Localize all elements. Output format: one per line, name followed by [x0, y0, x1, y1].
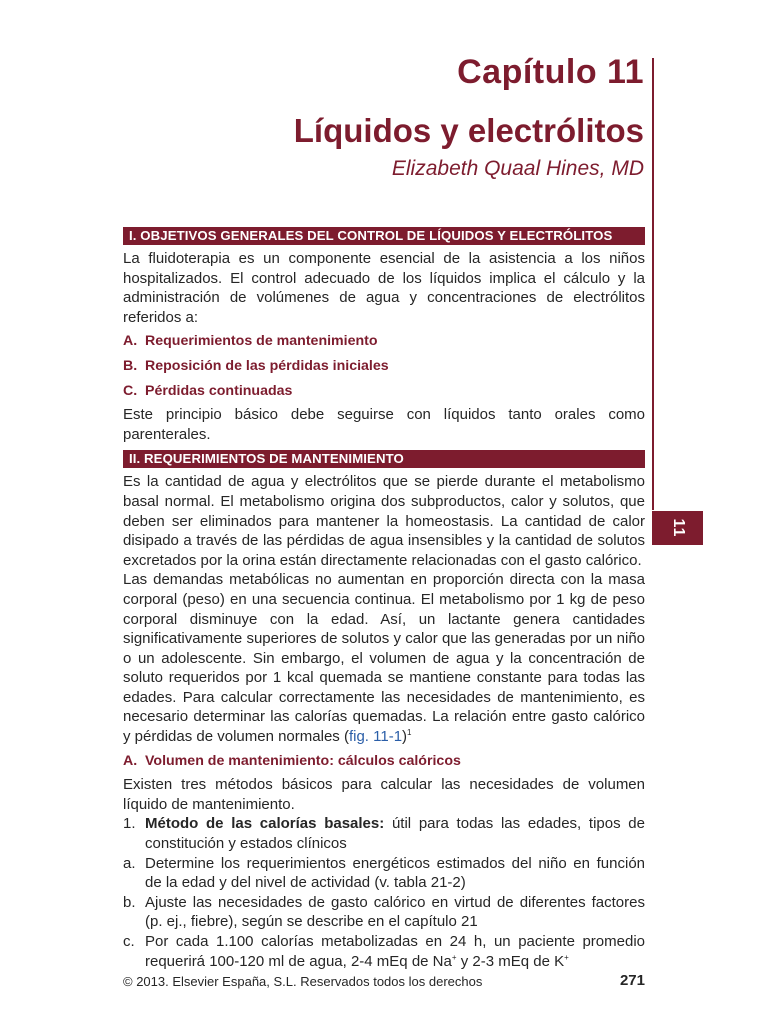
section-2-heading: II. REQUERIMIENTOS DE MANTENIMIENTO: [123, 450, 645, 468]
step-c-item: [123, 932, 645, 971]
list-marker: 1.: [123, 815, 136, 833]
step-c-body: [145, 932, 645, 971]
chapter-margin-rule: [652, 58, 654, 510]
step-b-item: [123, 893, 645, 932]
subsection-label: Volumen de mantenimiento: cálculos calóricos: [145, 752, 461, 769]
step-a-item: [123, 854, 645, 893]
list-marker: c.: [123, 933, 135, 950]
paragraph-text: Las demandas metabólicas no aumentan en proporción directa con la masa corporal (peso) en una secuencia continua. El metabolismo por 1 kg de peso corporal disminuye con la edad. Así, un lactante genera cantidades significativamente superiores de solutos y calor que las generadas por un niño o un adolescente. Sin embargo, el volumen de agua y la concentración de soluto requeridos por 1 kcal quemada se mantiene constante para todas las edades. Para calcular correctamente las necesidades de mantenimiento, es necesario determinar las calorías quemadas. La relación entre gasto calórico y pérdidas de volumen normales (: [123, 571, 645, 746]
item-label: Requerimientos de mantenimiento: [145, 333, 378, 350]
section-1-item-c: [123, 382, 645, 402]
item-letter: A.: [123, 333, 138, 350]
subsection-a-intro: Existen tres métodos básicos para calcular las necesidades de volumen líquido de mantenimiento.: [123, 776, 645, 813]
paragraph-close: ): [402, 728, 408, 746]
chapter-thumb-tab: [652, 511, 703, 545]
section-1-item-b: [123, 357, 645, 377]
section-1-item-a: [123, 332, 645, 352]
method-1-item: [123, 814, 645, 853]
section-2-paragraph-1: Es la cantidad de agua y electrólitos que se pierde durante el metabolismo basal normal. El metabolismo origina dos subproductos, calor y solutos, que deben ser eliminados para mantener la homeostasis. La cantidad de calor disipado a través de las pérdidas de agua insensibles y la cantidad de solutos excretados por la orina están directamente relacionadas con el gasto calórico.: [123, 473, 645, 569]
chapter-thumb-tab-number: 11: [669, 518, 687, 538]
list-marker: a.: [123, 854, 136, 872]
page-footer: [123, 974, 645, 989]
step-a-text: Determine los requerimientos energéticos estimados del niño en función de la edad y del nivel de actividad (v. tabla 21-2): [145, 854, 645, 892]
method-1-body: [145, 814, 645, 853]
sodium-charge: +: [451, 952, 457, 962]
copyright-notice: © 2013. Elsevier España, S.L. Reservados todos los derechos: [123, 974, 483, 989]
item-letter: C.: [123, 382, 138, 399]
item-letter: B.: [123, 357, 138, 374]
section-1-heading: I. OBJETIVOS GENERALES DEL CONTROL DE LÍQUIDOS Y ELECTRÓLITOS: [123, 227, 645, 245]
list-marker: b.: [123, 893, 136, 911]
step-c-text-2: y 2-3 mEq de K: [456, 952, 565, 970]
chapter-title: Líquidos y electrólitos: [293, 112, 644, 149]
subsection-letter: A.: [123, 752, 138, 769]
item-label: Reposición de las pérdidas iniciales: [145, 357, 389, 374]
section-2-paragraph-2: [123, 570, 645, 746]
item-label: Pérdidas continuadas: [145, 382, 293, 399]
chapter-label: Capítulo 11: [457, 53, 644, 91]
section-1-intro: La fluidoterapia es un componente esencial de la asistencia a los niños hospitalizados. El control adecuado de los líquidos implica el cálculo y la administración de volúmenes de agua y concentraciones de electrólitos referidos a:: [123, 250, 645, 326]
method-1-text: útil para todas las edades, tipos de constitución y estados clínicos: [145, 815, 645, 853]
method-1-title: Método de las calorías basales:: [145, 815, 385, 833]
page-content: [123, 227, 645, 971]
potassium-charge: +: [564, 952, 569, 962]
figure-reference-link[interactable]: fig. 11-1: [348, 728, 403, 746]
page-number: 271: [619, 972, 645, 989]
section-1-closing: Este principio básico debe seguirse con líquidos tanto orales como parenterales.: [123, 406, 645, 443]
subsection-a-heading: [123, 752, 645, 772]
chapter-author: Elizabeth Quaal Hines, MD: [391, 157, 644, 180]
citation-reference[interactable]: 1: [407, 728, 412, 738]
step-c-text-1: Por cada 1.100 calorías metabolizadas en 24 h, un paciente promedio requerirá 100-120 ml de agua, 2-4 mEq de Na: [145, 933, 645, 970]
step-b-text: Ajuste las necesidades de gasto calórico en virtud de diferentes factores (p. ej., fiebre), según se describe en el capítulo 21: [145, 893, 645, 931]
